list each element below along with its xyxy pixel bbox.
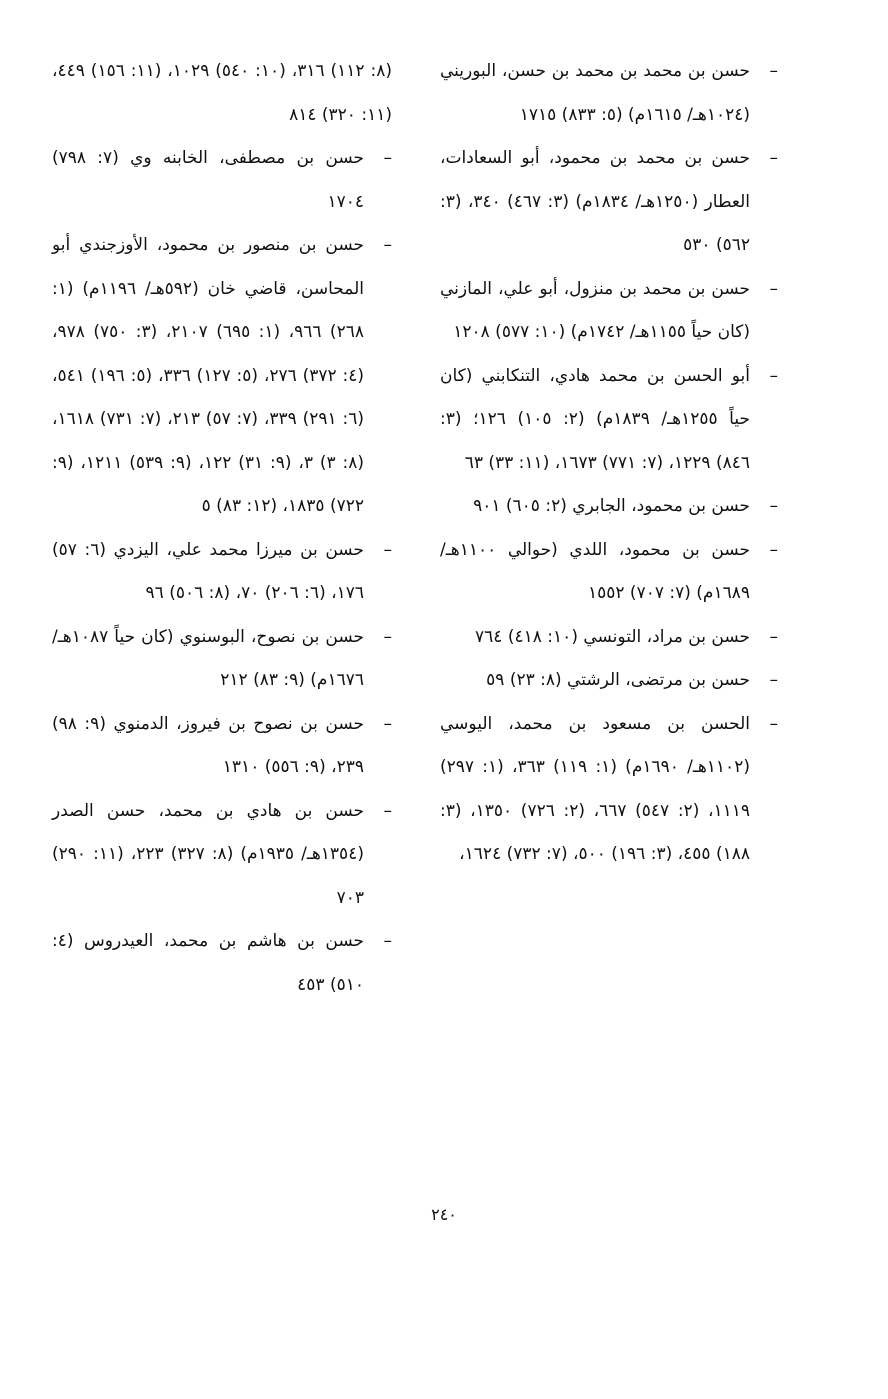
index-entry: – حسن بن هادي بن محمد، حسن الصدر (١٣٥٤هـ/ ١٩٣٥م) (٨: ٣٢٧) ٢٢٣، (١١: ٢٩٠) ٧٠٣ [52,790,392,921]
index-column-left [52,50,392,1007]
index-entry: – حسن بن محمود، الجابري (٢: ٦٠٥) ٩٠١ [440,485,778,529]
page-number: ٢٤٠ [431,1205,457,1224]
index-entry: – الحسن بن مسعود بن محمد، اليوسي (١١٠٢هـ/ ١٦٩٠م) (١: ١١٩) ٣٦٣، (١: ٢٩٧) ١١١٩، (٢: ٥٤٧) ٦٦٧، (٢: ٧٢٦) ١٣٥٠، (٣: ١٨٨) ٤٥٥، (٣: ١٩٦) ٥٠٠، (٧: ٧٣٢) ١٦٢٤، [440,703,778,877]
index-entry: – حسن بن منصور بن محمود، الأوزجندي أبو المحاسن، قاضي خان (٥٩٢هـ/ ١١٩٦م) (١: ٢٦٨) ٩٦٦، (١: ٦٩٥) ٢١٠٧، (٣: ٧٥٠) ٩٧٨، (٤: ٣٧٢) ٢٧٦، (٥: ١٢٧) ٣٣٦، (٥: ١٩٦) ٥٤١، (٦: ٢٩١) ٣٣٩، (٧: ٥٧) ٢١٣، (٧: ٧٣١) ١٦١٨، (٨: ٣) ٣، (٩: ٣١) ١٢٢، (٩: ٥٣٩) ١٢١١، (٩: ٧٢٢) ١٨٣٥، (١٢: ٨٣) ٥ [52,224,392,529]
index-entry: – حسن بن مراد، التونسي (١٠: ٤١٨) ٧٦٤ [440,616,778,660]
index-entry: – حسن بن نصوح بن فيروز، الدمنوي (٩: ٩٨) ٢٣٩، (٩: ٥٥٦) ١٣١٠ [52,703,392,790]
index-entry-continuation: (٨: ١١٢) ٣١٦، (١٠: ٥٤٠) ١٠٢٩، (١١: ١٥٦) ٤٤٩، (١١: ٣٢٠) ٨١٤ [52,61,392,125]
index-entry: – حسن بن محمد بن منزول، أبو علي، المازني (كان حياً ١١٥٥هـ/ ١٧٤٢م) (١٠: ٥٧٧) ١٢٠٨ [440,268,778,355]
index-entry: – حسن بن مصطفى، الخابنه وي (٧: ٧٩٨) ١٧٠٤ [52,137,392,224]
index-entry: – حسن بن هاشم بن محمد، العيدروس (٤: ٥١٠) ٤٥٣ [52,920,392,1007]
index-column-right [440,50,778,877]
index-entry: – حسن بن ميرزا محمد علي، اليزدي (٦: ٥٧) ١٧٦، (٦: ٢٠٦) ٧٠، (٨: ٥٠٦) ٩٦ [52,529,392,616]
index-entry: – حسن بن محمود، اللدي (حوالي ١١٠٠هـ/ ١٦٨٩م) (٧: ٧٠٧) ١٥٥٢ [440,529,778,616]
index-entry: – حسن بن محمد بن محمد بن حسن، البوريني (١٠٢٤هـ/ ١٦١٥م) (٥: ٨٣٣) ١٧١٥ [440,50,778,137]
index-entry: – حسن بن مرتضى، الرشتي (٨: ٢٣) ٥٩ [440,659,778,703]
index-entry: – حسن بن نصوح، البوسنوي (كان حياً ١٠٨٧هـ/ ١٦٧٦م) (٩: ٨٣) ٢١٢ [52,616,392,703]
index-entry: – حسن بن محمد بن محمود، أبو السعادات، العطار (١٢٥٠هـ/ ١٨٣٤م) (٣: ٤٦٧) ٣٤٠، (٣: ٥٦٢) ٥٣٠ [440,137,778,268]
index-entry: – أبو الحسن بن محمد هادي، التنكابني (كان حياً ١٢٥٥هـ/ ١٨٣٩م) (٢: ١٠٥) ١٢٦؛ (٣: ٨٤٦) ١٢٢٩، (٧: ٧٧١) ١٦٧٣، (١١: ٣٣) ٦٣ [440,355,778,486]
